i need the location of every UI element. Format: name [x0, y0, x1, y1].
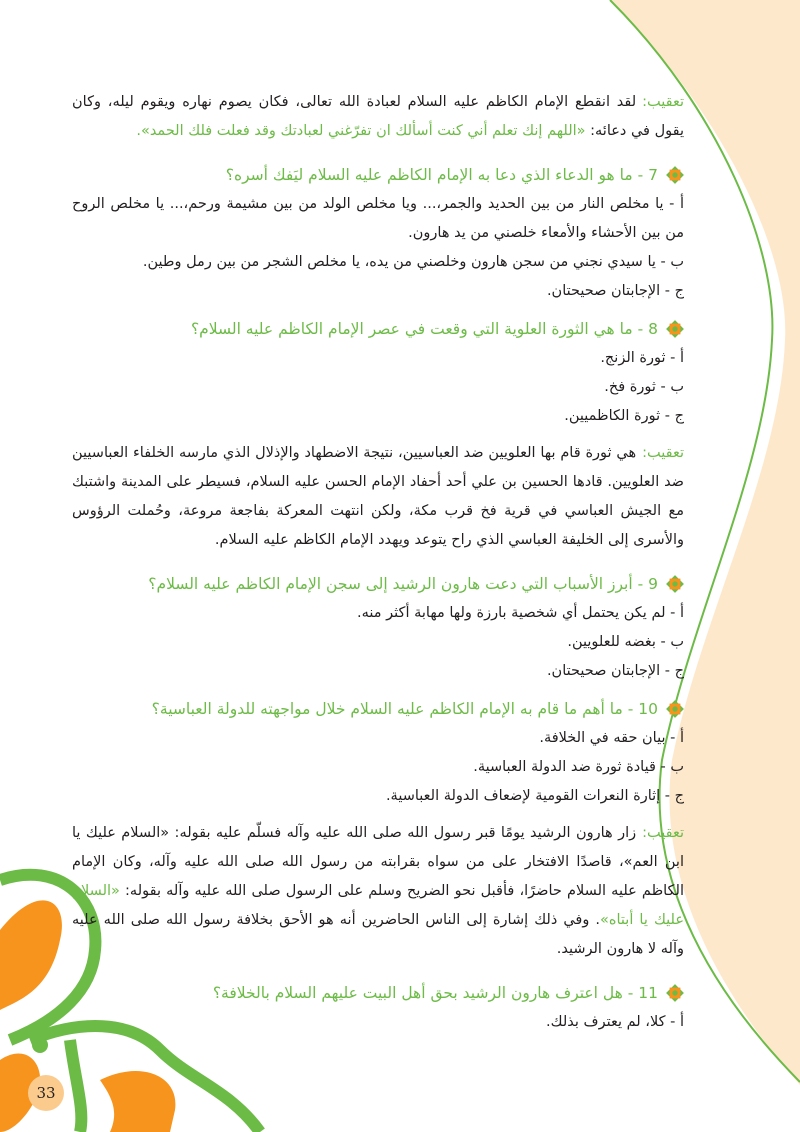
option: أ - ثورة الزنج.	[600, 350, 684, 366]
option: ج - إثارة النعرات القومية لإضعاف الدولة العباسية.	[385, 788, 684, 804]
option: ب - ثورة فخ.	[604, 379, 684, 395]
options-list	[72, 344, 684, 431]
comment-text: لقد انقطع الإمام الكاظم عليه السلام لعبادة الله تعالى، فكان يصوم نهاره ويقوم ليله، وكان يقول في دعائه:	[72, 94, 684, 139]
question-title: 9 - أبرز الأسباب التي دعت هارون الرشيد إلى سجن الإمام الكاظم عليه السلام؟	[72, 569, 684, 599]
ornament-star-icon	[666, 320, 684, 338]
page-number: 33	[28, 1075, 64, 1111]
comment-label: تعقيب:	[642, 94, 684, 110]
question-block	[72, 978, 684, 1037]
option: أ - بيان حقه في الخلافة.	[539, 730, 684, 746]
comment-label: تعقيب:	[642, 445, 684, 461]
comment	[72, 439, 684, 555]
question-block	[72, 314, 684, 555]
ornament-star-icon	[666, 575, 684, 593]
ornament-star-icon	[666, 984, 684, 1002]
options-list	[72, 599, 684, 686]
option: ج - الإجابتان صحيحتان.	[546, 663, 684, 679]
options-list	[72, 190, 684, 306]
ornament-star-icon	[666, 166, 684, 184]
comment-quote: «السلام عليك يا أبتاه»	[72, 883, 684, 928]
option: ج - ثورة الكاظميين.	[564, 408, 684, 424]
page-content	[72, 88, 684, 1045]
question-title: 11 - هل اعترف هارون الرشيد بحق أهل البيت عليهم السلام بالخلافة؟	[72, 978, 684, 1008]
option: ج - الإجابتان صحيحتان.	[546, 283, 684, 299]
comment-quote: «اللهم إنك تعلم أني كنت أسألك ان تفرّغني لعبادتك وقد فعلت فلك الحمد».	[136, 123, 586, 139]
question-block	[72, 569, 684, 686]
question-block	[72, 160, 684, 306]
comment-text-end: . وفي ذلك إشارة إلى الناس الحاضرين أنه هو الأحق بخلافة رسول الله صلى الله عليه وآله لا هارون الرشيد.	[72, 912, 684, 957]
options-list	[72, 724, 684, 811]
comment	[72, 819, 684, 964]
comment-text: زار هارون الرشيد يومًا قبر رسول الله صلى الله عليه وآله فسلّم عليه بقوله: «السلام عليك يا ابن العم»، قاصدًا الافتخار على من سواه بقرابته من رسول الله صلى الله عليه وآله، وكان الإمام الكاظم عليه السلام حاضرًا، فأقبل نحو الضريح وسلم على الرسول صلى الله عليه وآله بقوله:	[72, 825, 684, 899]
options-list	[72, 1008, 684, 1037]
option: ب - قيادة ثورة ضد الدولة العباسية.	[473, 759, 684, 775]
option: أ - لم يكن يحتمل أي شخصية بارزة ولها مهابة أكثر منه.	[357, 605, 684, 621]
intro-comment	[72, 88, 684, 146]
question-block	[72, 694, 684, 964]
option: أ - كلا، لم يعترف بذلك.	[546, 1014, 684, 1030]
ornament-star-icon	[666, 700, 684, 718]
question-title: 8 - ما هي الثورة العلوية التي وقعت في عصر الإمام الكاظم عليه السلام؟	[72, 314, 684, 344]
question-title: 10 - ما أهم ما قام به الإمام الكاظم عليه السلام خلال مواجهته للدولة العباسية؟	[72, 694, 684, 724]
comment-text: هي ثورة قام بها العلويين ضد العباسيين، نتيجة الاضطهاد والإذلال الذي مارسه الخلفاء العباسيين ضد العلويين. قادها الحسين بن علي أحد أحفاد الإمام الحسن عليه السلام، فسيطر على المدينة واشتبك مع الجيش العباسي في قرية فخ قرب مكة، ولكن انتهت المعركة بفاجعة مروعة، وحُملت الرؤوس والأسرى إلى الخليفة العباسي الذي راح يتوعد ويهدد الإمام الكاظم عليه السلام.	[72, 445, 684, 548]
option: ب - يا سيدي نجني من سجن هارون وخلصني من يده، يا مخلص الشجر من بين رمل وطين.	[142, 254, 684, 270]
question-title: 7 - ما هو الدعاء الذي دعا به الإمام الكاظم عليه السلام ليَفك أسره؟	[72, 160, 684, 190]
option: ب - بغضه للعلويين.	[567, 634, 684, 650]
option: أ - يا مخلص النار من بين الحديد والجمر،... ويا مخلص الولد من بين مشيمة ورحم،... يا مخلص الروح من بين الأحشاء والأمعاء خلصني من يد هارون.	[72, 196, 684, 241]
comment-label: تعقيب:	[642, 825, 684, 841]
